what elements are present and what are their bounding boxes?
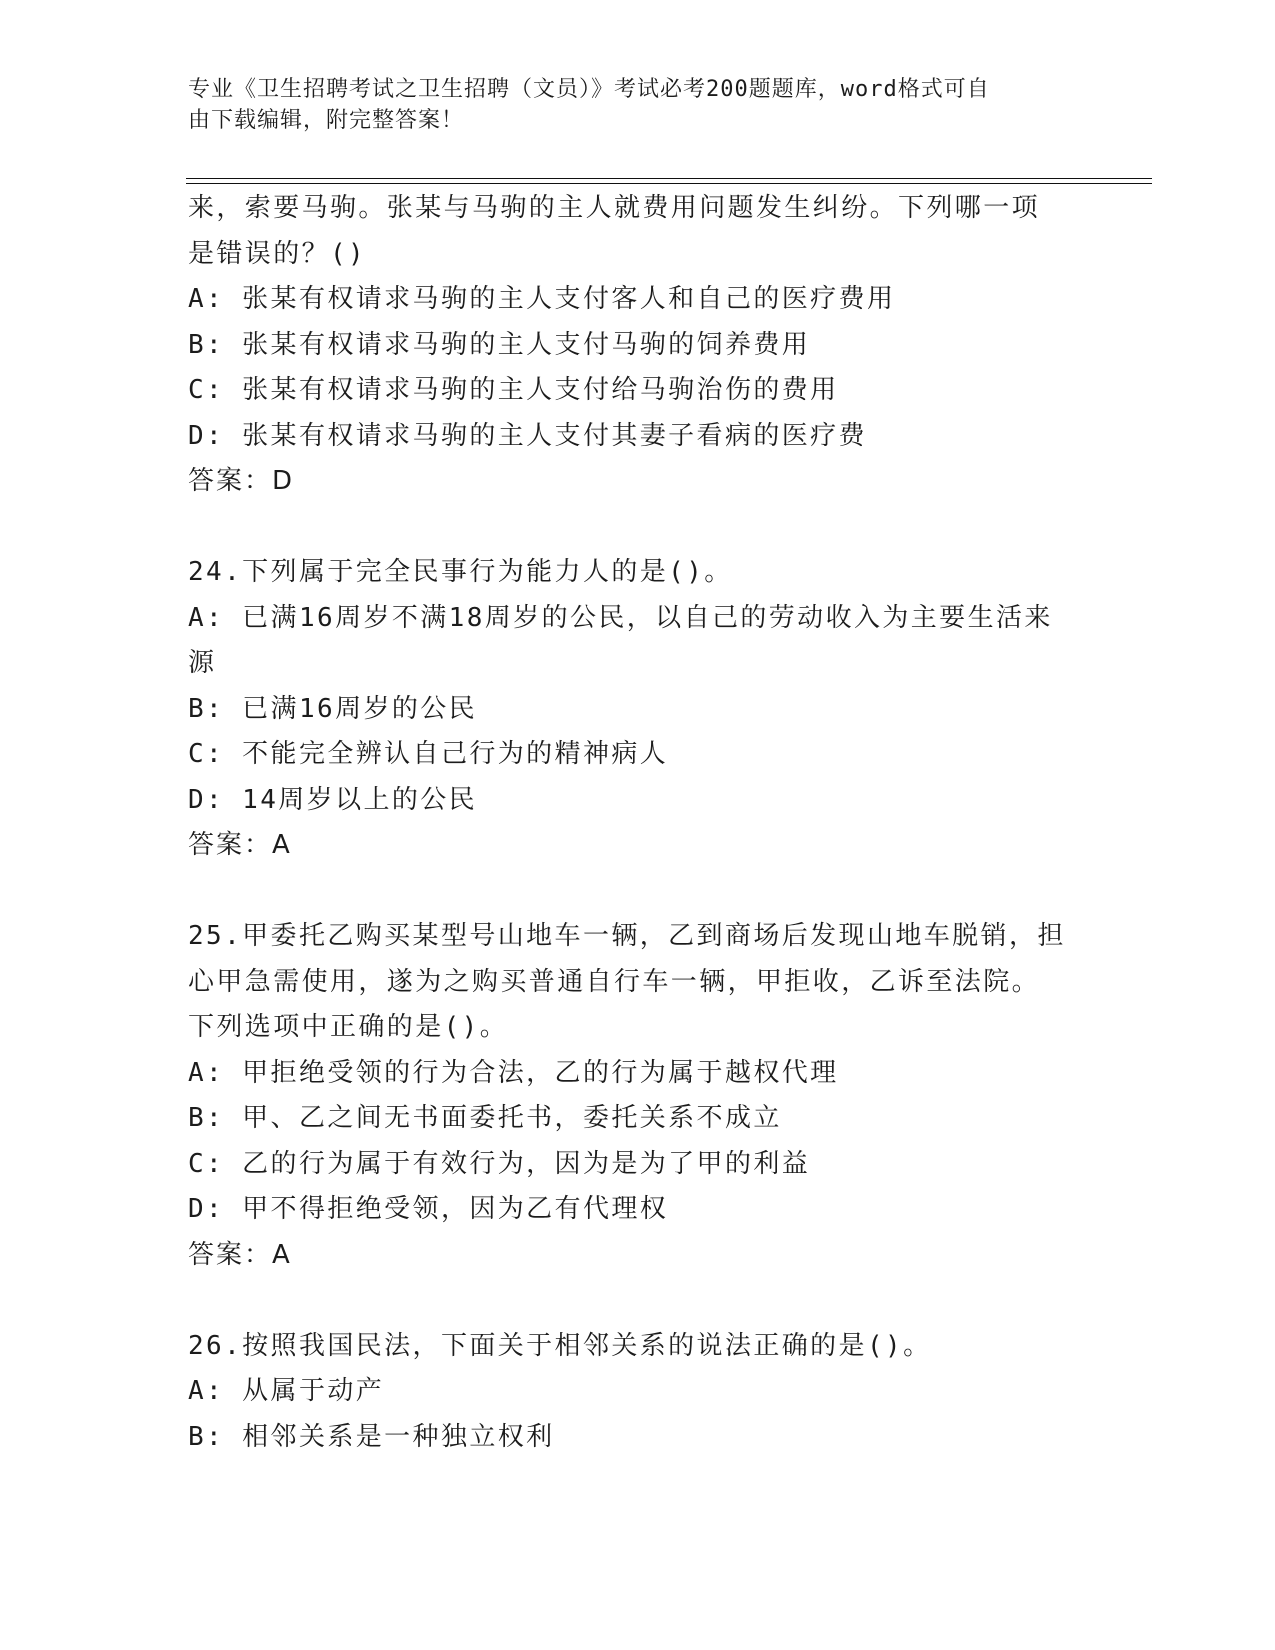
question-stem: 25.甲委托乙购买某型号山地车一辆，乙到商场后发现山地车脱销，担 [188,921,1066,951]
option-d: D: 甲不得拒绝受领，因为乙有代理权 [188,1194,669,1224]
answer-label: 答案：A [188,830,292,860]
option-a: A: 从属于动产 [188,1376,385,1406]
spacer [188,1278,1088,1324]
option-d: D: 张某有权请求马驹的主人支付其妻子看病的医疗费 [188,420,867,451]
option-a: A: 已满16周岁不满18周岁的公民，以自己的劳动收入为主要生活来 [188,602,1053,633]
question-stem: 心甲急需使用，遂为之购买普通自行车一辆，甲拒收，乙诉至法院。 [188,966,1041,997]
option-a-continued: 源 [188,648,217,678]
question-26 [188,1324,1088,1461]
question-24 [188,550,1088,869]
question-23 [188,186,1088,505]
option-d: D: 14周岁以上的公民 [188,784,478,815]
question-stem: 下列选项中正确的是()。 [188,1012,509,1042]
header-line-1: 专业《卫生招聘考试之卫生招聘（文员）》考试必考200题题库，word格式可自 [188,77,990,102]
question-stem: 来，索要马驹。张某与马驹的主人就费用问题发生纠纷。下列哪一项 [188,193,1041,223]
question-stem: 24.下列属于完全民事行为能力人的是()。 [188,557,733,587]
header-line-2: 由下载编辑，附完整答案！ [188,108,465,133]
answer-label: 答案：D [188,466,295,496]
spacer [188,505,1088,551]
spacer [188,869,1088,915]
question-stem: 26.按照我国民法，下面关于相邻关系的说法正确的是()。 [188,1330,932,1361]
option-a: A: 甲拒绝受领的行为合法，乙的行为属于越权代理 [188,1057,839,1088]
document-body [188,186,1088,1460]
option-b: B: 甲、乙之间无书面委托书，委托关系不成立 [188,1103,782,1133]
option-c: C: 张某有权请求马驹的主人支付给马驹治伤的费用 [188,375,839,405]
option-b: B: 已满16周岁的公民 [188,693,478,724]
option-a: A: 张某有权请求马驹的主人支付客人和自己的医疗费用 [188,284,896,314]
header-double-rule [186,178,1152,184]
option-b: B: 张某有权请求马驹的主人支付马驹的饲养费用 [188,329,811,360]
option-c: C: 不能完全辨认自己行为的精神病人 [188,739,669,769]
document-header [188,74,1068,136]
option-b: B: 相邻关系是一种独立权利 [188,1421,555,1452]
option-c: C: 乙的行为属于有效行为，因为是为了甲的利益 [188,1148,811,1179]
question-25 [188,914,1088,1278]
answer-label: 答案：A [188,1239,292,1270]
question-stem: 是错误的？() [188,238,367,269]
